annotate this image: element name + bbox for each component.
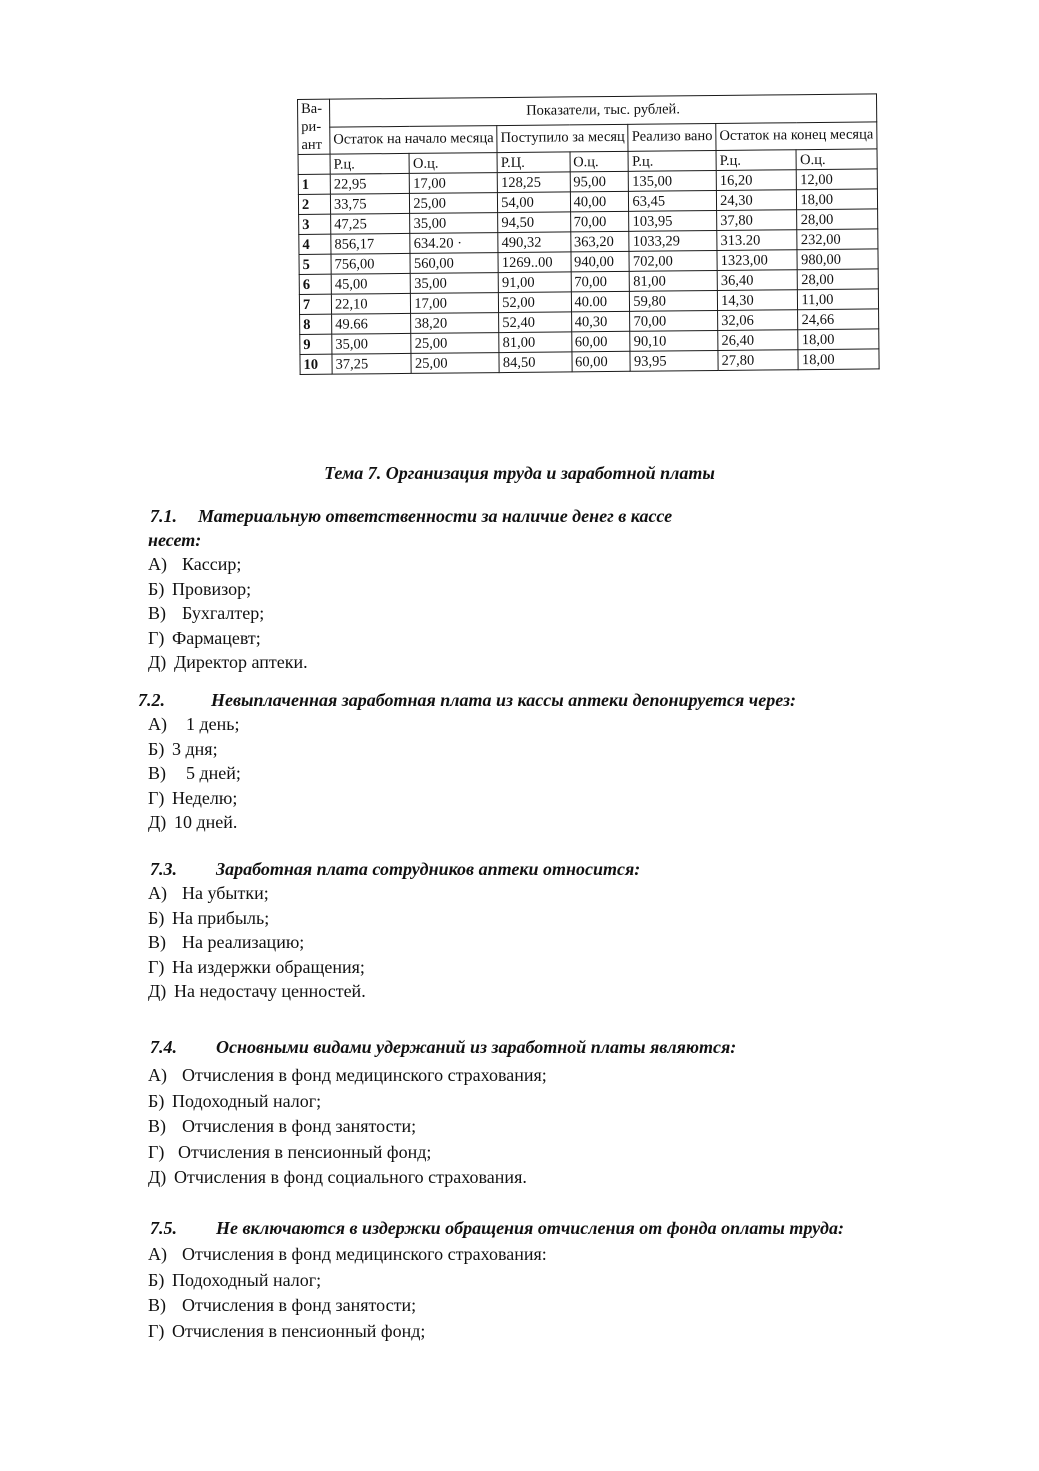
table-cell: 12,00 (797, 169, 878, 190)
units-cell: Р.ц. (330, 153, 410, 174)
answer-letter: Д) (148, 981, 167, 1001)
answer-text: На убытки; (182, 883, 269, 903)
answers-7-2 (148, 712, 241, 835)
topic-title: Тема 7. Организация труда и заработной платы (324, 463, 715, 483)
variant-number-cell: 2 (298, 194, 330, 214)
question-7-1 (150, 504, 672, 552)
table-cell: 52,40 (499, 312, 571, 333)
answer-text: 1 день; (186, 714, 240, 734)
table-cell: 52,00 (499, 292, 571, 313)
answer-text: Отчисления в пенсионный фонд; (172, 1320, 426, 1341)
table-cell: 940,00 (571, 251, 630, 272)
table-cell: 81,00 (630, 270, 718, 291)
answer-option (148, 786, 241, 811)
answer-option (148, 577, 308, 602)
answer-text: На реализацию; (182, 932, 305, 952)
variant-header-line-1: Ва- (301, 100, 323, 117)
question-number: 7.2. (138, 690, 165, 710)
answer-text: Кассир; (182, 554, 242, 574)
variant-number-cell: 9 (300, 334, 332, 354)
answer-option (148, 1063, 547, 1089)
question-text-continued: несет: (148, 530, 202, 550)
answer-letter: А) (148, 1244, 167, 1264)
answer-text: Подоходный налог; (172, 1269, 322, 1290)
table-cell: 22,10 (331, 293, 411, 314)
table-cell: 40,30 (571, 311, 630, 332)
answer-text: 5 дней; (186, 763, 241, 783)
table-cell: 95,00 (570, 171, 629, 192)
table-cell: 28,00 (798, 269, 879, 290)
table-cell: 94,50 (498, 212, 570, 233)
table-cell: 47,25 (331, 213, 411, 234)
table-cell: 313.20 (717, 230, 798, 251)
table-cell: 856,17 (331, 233, 411, 254)
table-cell: 17,00 (411, 293, 499, 314)
table-cell: 49.66 (332, 313, 412, 334)
answer-text: Директор аптеки. (174, 652, 308, 672)
question-text: Материальную ответственности за наличие денег в кассе (198, 506, 673, 526)
answer-option (148, 1140, 547, 1166)
answer-text: Отчисления в фонд занятости; (182, 1116, 417, 1136)
table-cell: 135,00 (629, 170, 717, 191)
answer-letter: Г) (148, 787, 165, 808)
col-opening-balance: Остаток на начало месяца (330, 125, 497, 154)
answer-option (148, 737, 241, 762)
answer-text: Бухгалтер; (182, 603, 265, 623)
table-cell: 60,00 (571, 331, 630, 352)
units-cell: О.ц. (409, 153, 497, 174)
variant-header (298, 99, 331, 154)
table-cell: 128,25 (497, 172, 569, 193)
table-cell: 93,95 (630, 350, 718, 371)
answer-option (148, 650, 308, 675)
answer-option (148, 1242, 547, 1268)
answer-letter: В) (148, 932, 166, 952)
table-cell: 35,00 (410, 213, 498, 234)
table-cell: 90,10 (630, 330, 718, 351)
table-cell: 28,00 (797, 209, 878, 230)
answer-text: На прибыль; (172, 907, 270, 928)
question-number: 7.3. (150, 859, 177, 879)
answer-letter: А) (148, 554, 167, 574)
answers-7-4 (148, 1063, 547, 1191)
table-cell: 45,00 (331, 273, 411, 294)
table-cell: 14,30 (717, 290, 798, 311)
answer-text: На издержки обращения; (172, 956, 365, 977)
table-cell: 60,00 (571, 351, 630, 372)
table-cell: 26,40 (718, 330, 799, 351)
answer-letter: А) (148, 1065, 167, 1085)
table-cell: 70,00 (570, 211, 629, 232)
answer-text: Фармацевт; (172, 627, 261, 648)
col-received: Поступило за месяц (497, 124, 628, 153)
table-cell: 40,00 (570, 191, 629, 212)
variant-number-cell: 4 (299, 234, 331, 254)
units-cell: Р.ц. (628, 150, 716, 171)
question-number: 7.5. (150, 1218, 177, 1238)
answer-letter: Д) (148, 812, 167, 832)
answer-text: На недостачу ценностей. (174, 981, 366, 1001)
table-cell: 38,20 (411, 313, 499, 334)
answer-letter: Б) (148, 907, 165, 928)
answer-text: Отчисления в фонд медицинского страхования; (182, 1065, 547, 1085)
table-cell: 634.20 · (410, 233, 498, 254)
answer-text: Неделю; (172, 787, 238, 808)
answer-text: 3 дня; (172, 738, 218, 759)
units-cell: О.ц. (796, 149, 877, 170)
table-cell: 702,00 (629, 250, 717, 271)
answers-7-1 (148, 552, 308, 675)
col-sold: Реализо вано (628, 123, 716, 151)
table-cell: 40.00 (571, 291, 630, 312)
table-cell: 18,00 (798, 349, 879, 370)
variant-header-line-2: ри- (301, 118, 322, 135)
table-cell: 980,00 (797, 249, 878, 270)
answer-option (148, 761, 241, 786)
answer-text: Отчисления в фонд социального страхования. (174, 1167, 527, 1187)
answers-7-5 (148, 1242, 547, 1344)
table-cell: 103,95 (629, 210, 717, 231)
answer-option (148, 1293, 547, 1319)
table-cell: 25,00 (411, 333, 499, 354)
answer-option (148, 601, 308, 626)
table-cell: 16,20 (716, 170, 797, 191)
scanned-table-image (297, 93, 879, 375)
question-7-4 (150, 1035, 736, 1059)
table-cell: 54,00 (498, 192, 570, 213)
question-number: 7.4. (150, 1037, 177, 1057)
answer-letter: В) (148, 1295, 166, 1315)
table-cell: 24,30 (716, 190, 797, 211)
indicators-table (297, 93, 879, 375)
answer-option (148, 906, 366, 931)
table-cell: 59,80 (630, 290, 718, 311)
table-row (300, 349, 879, 375)
table-cell: 35,00 (332, 333, 412, 354)
answer-letter: Б) (148, 578, 165, 599)
answers-7-3 (148, 881, 366, 1004)
answer-text: Отчисления в пенсионный фонд; (178, 1141, 432, 1162)
col-closing-balance: Остаток на конец месяца (716, 121, 877, 150)
table-cell: 84,50 (499, 352, 571, 373)
table-cell: 27,80 (718, 350, 799, 371)
question-7-5 (150, 1216, 844, 1240)
table-cell: 36,40 (717, 270, 798, 291)
units-cell: Р.Ц. (497, 152, 569, 173)
table-cell: 33,75 (330, 193, 410, 214)
table-cell: 35,00 (411, 273, 499, 294)
units-blank-cell (298, 154, 330, 174)
answer-letter: В) (148, 603, 166, 623)
answer-letter: В) (148, 1116, 166, 1136)
question-text: Основными видами удержаний из заработной платы являются: (216, 1037, 737, 1057)
table-cell: 232,00 (797, 229, 878, 250)
table-cell: 22,95 (330, 173, 410, 194)
table-cell: 18,00 (798, 329, 879, 350)
answer-option (148, 1268, 547, 1294)
table-cell: 70,00 (630, 310, 718, 331)
table-cell: 1269..00 (498, 252, 570, 273)
variant-number-cell: 6 (299, 274, 331, 294)
answer-letter: Г) (148, 956, 165, 977)
answer-letter: Б) (148, 738, 165, 759)
table-cell: 37,80 (717, 210, 798, 231)
answer-text: Отчисления в фонд занятости; (182, 1295, 417, 1315)
answer-letter: А) (148, 714, 167, 734)
variant-number-cell: 1 (298, 174, 330, 194)
variant-number-cell: 7 (299, 294, 331, 314)
table-cell: 17,00 (410, 173, 498, 194)
table-cell: 70,00 (571, 271, 630, 292)
variant-number-cell: 10 (300, 354, 332, 374)
answer-option (148, 1165, 547, 1191)
table-cell: 490,32 (498, 232, 570, 253)
table-cell: 560,00 (410, 253, 498, 274)
table-cell: 91,00 (498, 272, 570, 293)
answer-option (148, 930, 366, 955)
table-cell: 1033,29 (629, 230, 717, 251)
table-cell: 756,00 (331, 253, 411, 274)
answer-option (148, 1114, 547, 1140)
answer-letter: А) (148, 883, 167, 903)
table-cell: 63,45 (629, 190, 717, 211)
variant-number-cell: 5 (299, 254, 331, 274)
question-7-2 (138, 688, 796, 712)
table-cell: 25,00 (410, 193, 498, 214)
answer-letter: Г) (148, 1320, 165, 1341)
question-text: Заработная плата сотрудников аптеки относится: (216, 859, 641, 879)
answer-option (148, 979, 366, 1004)
answer-text: 10 дней. (174, 812, 238, 832)
question-number: 7.1. (150, 506, 177, 526)
units-cell: Р.ц. (716, 150, 797, 171)
table-cell: 37,25 (332, 353, 412, 374)
table-cell: 32,06 (718, 310, 799, 331)
answer-text: Подоходный налог; (172, 1090, 322, 1111)
indicators-group-header: Показатели, тыс. рублей. (330, 94, 877, 127)
answer-letter: В) (148, 763, 166, 783)
answer-letter: Г) (148, 627, 165, 648)
question-text: Невыплаченная заработная плата из кассы аптеки депонируется через: (211, 690, 796, 710)
answer-option (148, 881, 366, 906)
answer-letter: Б) (148, 1269, 165, 1290)
table-cell: 24,66 (798, 309, 879, 330)
answer-letter: Д) (148, 1167, 167, 1187)
answer-option (148, 1089, 547, 1115)
table-cell: 363,20 (570, 231, 629, 252)
answer-option (148, 1319, 547, 1345)
table-cell: 11,00 (798, 289, 879, 310)
answer-option (148, 626, 308, 651)
table-cell: 81,00 (499, 332, 571, 353)
variant-number-cell: 3 (299, 214, 331, 234)
answer-option (148, 712, 241, 737)
table-cell: 1323,00 (717, 250, 798, 271)
answer-letter: Г) (148, 1141, 165, 1162)
answer-letter: Б) (148, 1090, 165, 1111)
question-7-3 (150, 857, 640, 881)
table-cell: 18,00 (797, 189, 878, 210)
units-cell: О.ц. (570, 151, 629, 172)
variant-header-line-3: ант (301, 136, 323, 153)
answer-letter: Д) (148, 652, 167, 672)
question-text: Не включаются в издержки обращения отчисления от фонда оплаты труда: (216, 1218, 844, 1238)
variant-number-cell: 8 (300, 314, 332, 334)
answer-option (148, 552, 308, 577)
answer-option (148, 955, 366, 980)
answer-text: Провизор; (172, 578, 252, 599)
answer-text: Отчисления в фонд медицинского страхования: (182, 1244, 547, 1264)
answer-option (148, 810, 241, 835)
table-cell: 25,00 (411, 353, 499, 374)
